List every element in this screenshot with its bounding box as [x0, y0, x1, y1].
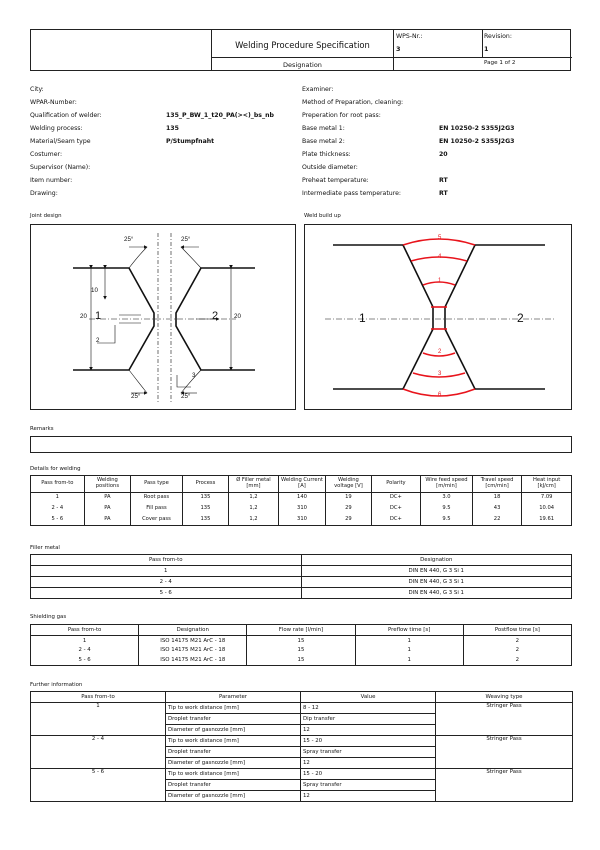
header-divider: [482, 30, 483, 58]
details-cell: 1,2: [229, 504, 279, 515]
filler-cell: DIN EN 440, G 3 Si 1: [301, 577, 572, 588]
left-field-label: Supervisor (Name):: [30, 164, 91, 171]
buildup-part-2-label: 2: [517, 311, 524, 325]
table-row: [31, 769, 573, 780]
filler-title: Filler metal: [30, 545, 60, 551]
table-row: [31, 636, 572, 646]
right-field-value: RT: [439, 190, 448, 197]
filler-table: [30, 554, 572, 599]
details-header-cell: Wire feed speed [m/min]: [421, 476, 473, 493]
remarks-title: Remarks: [30, 426, 54, 432]
remarks-text: [31, 437, 571, 441]
details-cell: 18: [472, 493, 522, 504]
table-row: [31, 504, 572, 515]
details-cell: 19.61: [522, 515, 572, 526]
table-row: [31, 736, 573, 747]
details-cell: PA: [84, 515, 130, 526]
further-value-cell: 15 - 20: [301, 736, 436, 747]
details-header-cell: Welding positions: [84, 476, 130, 493]
angle-top-left-label: 25°: [124, 236, 134, 243]
details-header-cell: Process: [182, 476, 228, 493]
right-field-value: RT: [439, 177, 448, 184]
document-title: Welding Procedure Specification: [235, 40, 370, 50]
angle-top-right-label: 25°: [181, 236, 191, 243]
dimension-20-left-label: 20: [80, 313, 87, 320]
details-table-wrap: [30, 475, 572, 526]
dimension-10-label: 10: [91, 287, 98, 294]
details-cell: 1,2: [229, 493, 279, 504]
details-cell: PA: [84, 493, 130, 504]
gas-title: Shielding gas: [30, 614, 67, 620]
table-row: [31, 493, 572, 504]
left-field-label: Material/Seam type: [30, 138, 91, 145]
gas-cell: 1: [355, 646, 463, 656]
gas-cell: ISO 14175 M21 ArC - 18: [139, 656, 247, 666]
further-header-cell: Value: [301, 692, 436, 703]
wps-value: 3: [396, 45, 401, 53]
right-field-label: Plate thickness:: [302, 151, 351, 158]
gas-cell: ISO 14175 M21 ArC - 18: [139, 636, 247, 646]
filler-table-wrap: [30, 554, 572, 599]
further-table-wrap: [30, 691, 572, 802]
table-row: [31, 515, 572, 526]
further-header-cell: Parameter: [166, 692, 301, 703]
angle-bottom-right-label: 25°: [181, 393, 191, 400]
header-box: [30, 29, 571, 71]
details-header-row: [31, 476, 572, 493]
gas-cell: 15: [247, 646, 355, 656]
details-cell: 7.09: [522, 493, 572, 504]
details-header-cell: Polarity: [371, 476, 421, 493]
pass-label-6: 6: [438, 392, 442, 398]
further-parameter-cell: Tip to work distance [mm]: [166, 769, 301, 780]
details-cell: 5 - 6: [31, 515, 85, 526]
header-blank-cell: [31, 30, 212, 71]
further-value-cell: 12: [301, 758, 436, 769]
right-field-value: EN 10250-2 S355J2G3: [439, 138, 515, 145]
details-cell: 2 - 4: [31, 504, 85, 515]
designation-label: Designation: [283, 61, 322, 69]
gas-cell: 1: [355, 636, 463, 646]
wps-label: WPS-Nr.:: [396, 33, 423, 40]
weld-buildup-drawing: [305, 225, 573, 411]
gas-cell: 15: [247, 656, 355, 666]
right-field-label: Preheat temperature:: [302, 177, 369, 184]
joint-design-drawing: [31, 225, 297, 411]
details-cell: Fill pass: [131, 504, 183, 515]
further-parameter-cell: Diameter of gasnozzle [mm]: [166, 725, 301, 736]
header-page-cell: [394, 58, 572, 71]
details-header-cell: Welding voltage [V]: [326, 476, 371, 493]
details-cell: 1,2: [229, 515, 279, 526]
gas-table-wrap: [30, 624, 572, 666]
gas-header-row: [31, 625, 572, 636]
left-field-value: P/Stumpfnaht: [166, 138, 215, 145]
gas-cell: ISO 14175 M21 ArC - 18: [139, 646, 247, 656]
left-field-label: Item number:: [30, 177, 73, 184]
details-cell: 1: [31, 493, 85, 504]
details-cell: 135: [182, 504, 228, 515]
details-cell: DC+: [371, 515, 421, 526]
details-header-cell: Pass type: [131, 476, 183, 493]
details-cell: 43: [472, 504, 522, 515]
details-cell: PA: [84, 504, 130, 515]
gas-cell: 5 - 6: [31, 656, 139, 666]
further-value-cell: 15 - 20: [301, 769, 436, 780]
details-cell: 135: [182, 515, 228, 526]
right-field-label: Base metal 1:: [302, 125, 345, 132]
remarks-box: [30, 436, 572, 453]
buildup-part-1-label: 1: [359, 311, 366, 325]
header-designation-cell: [212, 58, 394, 71]
further-header-row: [31, 692, 573, 703]
further-header-cell: Weaving type: [436, 692, 573, 703]
details-cell: DC+: [371, 493, 421, 504]
filler-cell: 1: [31, 566, 302, 577]
details-header-cell: Travel speed [cm/min]: [472, 476, 522, 493]
gas-cell: 15: [247, 636, 355, 646]
right-field-label: Examiner:: [302, 86, 334, 93]
further-weave-cell: Stringer Pass: [436, 703, 573, 736]
right-field-label: Intermediate pass temperature:: [302, 190, 401, 197]
left-field-label: City:: [30, 86, 44, 93]
details-cell: 9.5: [421, 504, 473, 515]
pass-label-5: 5: [438, 235, 442, 241]
header-wps-cell: [394, 30, 572, 58]
left-field-label: Welding process:: [30, 125, 83, 132]
further-pass-cell: 2 - 4: [31, 736, 166, 769]
filler-header-cell: Designation: [301, 555, 572, 566]
filler-cell: DIN EN 440, G 3 Si 1: [301, 588, 572, 599]
further-parameter-cell: Droplet transfer: [166, 780, 301, 791]
details-cell: 9.5: [421, 515, 473, 526]
filler-cell: 2 - 4: [31, 577, 302, 588]
left-field-label: Qualification of welder:: [30, 112, 102, 119]
further-parameter-cell: Tip to work distance [mm]: [166, 703, 301, 714]
table-row: [31, 566, 572, 577]
details-header-cell: Ø Filler metal [mm]: [229, 476, 279, 493]
details-cell: 29: [326, 515, 371, 526]
details-title: Details for welding: [30, 466, 81, 472]
further-weave-cell: Stringer Pass: [436, 769, 573, 802]
details-cell: 135: [182, 493, 228, 504]
gas-header-cell: Pass from-to: [31, 625, 139, 636]
dimension-20-right-label: 20: [234, 313, 241, 320]
further-value-cell: 12: [301, 791, 436, 802]
further-value-cell: Spray transfer: [301, 747, 436, 758]
details-cell: 10.04: [522, 504, 572, 515]
pass-label-4: 4: [438, 254, 442, 260]
pass-label-2: 2: [438, 349, 442, 355]
gas-cell: 2: [463, 636, 571, 646]
joint-design-title: Joint design: [30, 213, 62, 219]
details-cell: 19: [326, 493, 371, 504]
revision-label: Revision:: [484, 33, 512, 40]
joint-design-box: [30, 224, 296, 410]
further-parameter-cell: Tip to work distance [mm]: [166, 736, 301, 747]
further-parameter-cell: Droplet transfer: [166, 747, 301, 758]
details-cell: Cover pass: [131, 515, 183, 526]
left-field-value: 135_P_BW_1_t20_PA(><)_bs_nb: [166, 112, 274, 119]
details-header-cell: Pass from-to: [31, 476, 85, 493]
part-2-label: 2: [212, 310, 219, 322]
details-cell: DC+: [371, 504, 421, 515]
gas-cell: 2 - 4: [31, 646, 139, 656]
details-cell: Root pass: [131, 493, 183, 504]
gas-table: [30, 624, 572, 666]
further-value-cell: Spray transfer: [301, 780, 436, 791]
angle-bottom-left-label: 25°: [131, 393, 141, 400]
pass-label-1: 1: [438, 278, 442, 284]
further-title: Further information: [30, 682, 83, 688]
dimension-3-label: 3: [192, 372, 196, 379]
left-field-label: Costumer:: [30, 151, 63, 158]
table-row: [31, 588, 572, 599]
details-cell: 310: [278, 504, 325, 515]
buildup-plate-2: [445, 245, 545, 389]
further-parameter-cell: Droplet transfer: [166, 714, 301, 725]
pass-label-3: 3: [438, 371, 442, 377]
further-value-cell: 12: [301, 725, 436, 736]
gas-cell: 2: [463, 646, 571, 656]
details-cell: 140: [278, 493, 325, 504]
filler-header-cell: Pass from-to: [31, 555, 302, 566]
further-weave-cell: Stringer Pass: [436, 736, 573, 769]
gas-header-cell: Designation: [139, 625, 247, 636]
right-field-value: 20: [439, 151, 448, 158]
right-field-value: EN 10250-2 S355J2G3: [439, 125, 515, 132]
further-pass-cell: 5 - 6: [31, 769, 166, 802]
left-field-value: 135: [166, 125, 179, 132]
gas-header-cell: Postflow time [s]: [463, 625, 571, 636]
right-field-label: Outside diameter:: [302, 164, 358, 171]
buildup-plate-1: [333, 245, 433, 389]
left-field-label: WPAR-Number:: [30, 99, 77, 106]
gas-cell: 1: [31, 636, 139, 646]
table-row: [31, 577, 572, 588]
gas-header-cell: Preflow time [s]: [355, 625, 463, 636]
right-field-label: Preperation for root pass:: [302, 112, 381, 119]
further-pass-cell: 1: [31, 703, 166, 736]
weld-buildup-box: [304, 224, 572, 410]
filler-cell: 5 - 6: [31, 588, 302, 599]
further-parameter-cell: Diameter of gasnozzle [mm]: [166, 758, 301, 769]
details-header-cell: Welding Current [A]: [278, 476, 325, 493]
header-title-cell: [212, 30, 394, 58]
gas-cell: 1: [355, 656, 463, 666]
dimension-2-label: 2: [96, 337, 100, 344]
revision-value: 1: [484, 45, 489, 53]
further-value-cell: 8 - 12: [301, 703, 436, 714]
filler-header-row: [31, 555, 572, 566]
details-table: [30, 475, 572, 526]
part-1-label: 1: [95, 310, 102, 322]
further-table: [30, 691, 573, 802]
filler-cell: DIN EN 440, G 3 Si 1: [301, 566, 572, 577]
right-field-label: Method of Preparation, cleaning:: [302, 99, 404, 106]
left-field-label: Drawing:: [30, 190, 58, 197]
details-cell: 29: [326, 504, 371, 515]
page-number: Page 1 of 2: [484, 60, 516, 66]
gas-header-cell: Flow rate [l/min]: [247, 625, 355, 636]
table-row: [31, 703, 573, 714]
table-row: [31, 656, 572, 666]
further-header-cell: Pass from-to: [31, 692, 166, 703]
table-row: [31, 646, 572, 656]
details-cell: 22: [472, 515, 522, 526]
right-field-label: Base metal 2:: [302, 138, 345, 145]
details-cell: 3.0: [421, 493, 473, 504]
further-value-cell: Dip transfer: [301, 714, 436, 725]
details-cell: 310: [278, 515, 325, 526]
details-header-cell: Heat input [kJ/cm]: [522, 476, 572, 493]
gas-cell: 2: [463, 656, 571, 666]
weld-buildup-title: Weld build up: [304, 213, 341, 219]
further-parameter-cell: Diameter of gasnozzle [mm]: [166, 791, 301, 802]
